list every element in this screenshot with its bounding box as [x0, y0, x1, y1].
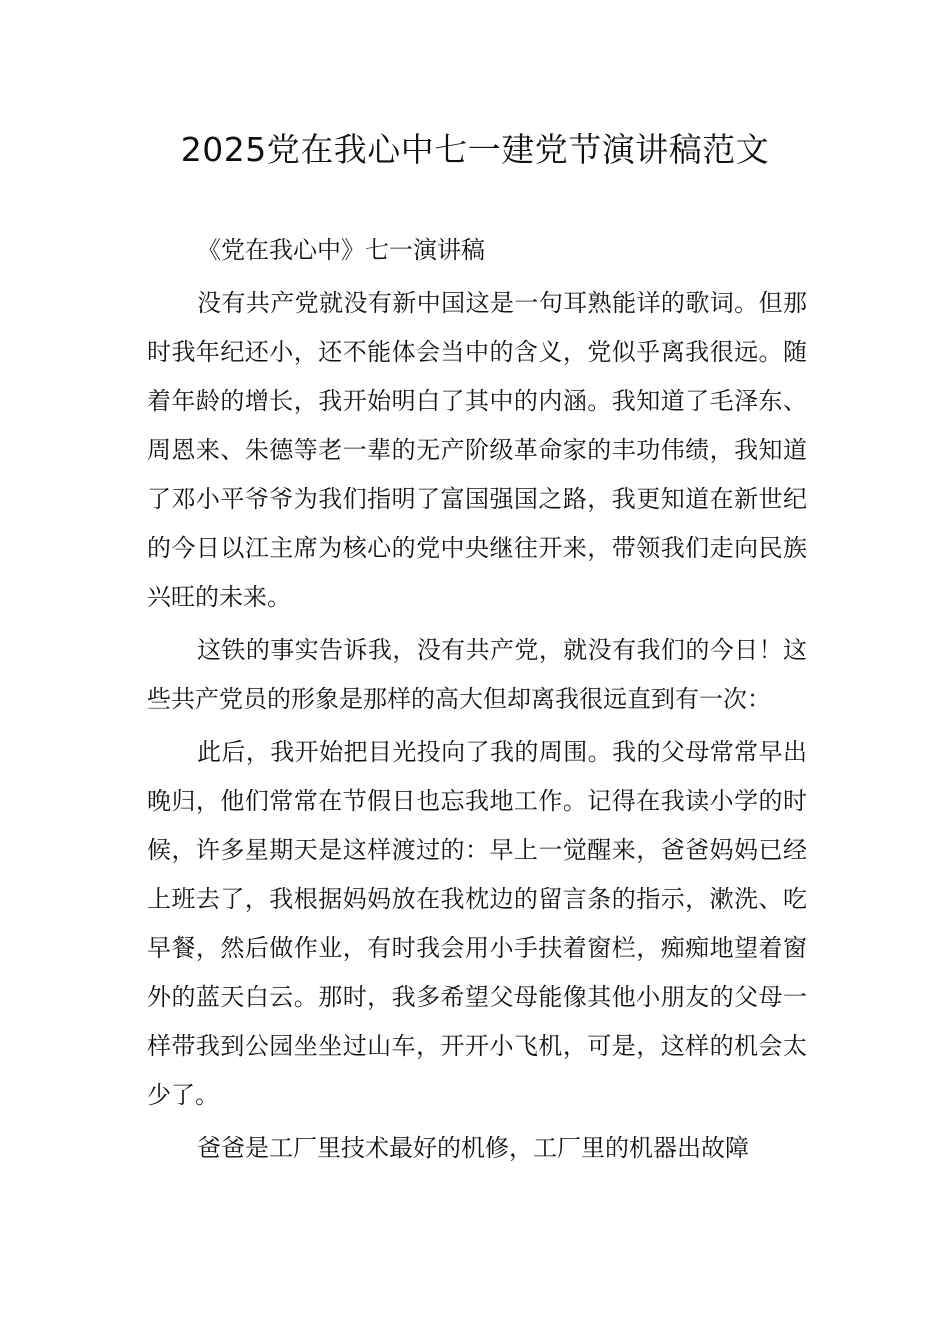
paragraph-1: 没有共产党就没有新中国这是一句耳熟能详的歌词。但那时我年纪还小，还不能体会当中的含义，党似乎离我很远。随着年龄的增长，我开始明白了其中的内涵。我知道了毛泽东、周恩来、朱德等老一辈的无产阶级革命家的丰功伟绩，我知道了邓小平爷爷为我们指明了富国强国之路，我更知道在新世纪的今日以江主席为核心的党中央继往开来，带领我们走向民族兴旺的未来。	[147, 289, 807, 611]
document-body	[147, 226, 807, 1173]
speech-subheading: 《党在我心中》七一演讲稿	[197, 236, 485, 264]
paragraph-4: 爸爸是工厂里技术最好的机修，工厂里的机器出故障	[197, 1134, 749, 1162]
paragraph-3: 此后，我开始把目光投向了我的周围。我的父母常常早出晚归，他们常常在节假日也忘我地工作。记得在我读小学的时候，许多星期天是这样渡过的：早上一觉醒来，爸爸妈妈已经上班去了，我根据妈妈放在我枕边的留言条的指示，漱洗、吃早餐，然后做作业，有时我会用小手扶着窗栏，痴痴地望着窗外的蓝天白云。那时，我多希望父母能像其他小朋友的父母一样带我到公园坐坐过山车，开开小飞机，可是，这样的机会太少了。	[147, 738, 807, 1109]
document-title: 2025党在我心中七一建党节演讲稿范文	[180, 130, 770, 169]
paragraph-2: 这铁的事实告诉我，没有共产党，就没有我们的今日！这些共产党员的形象是那样的高大但却离我很远直到有一次：	[147, 636, 807, 713]
